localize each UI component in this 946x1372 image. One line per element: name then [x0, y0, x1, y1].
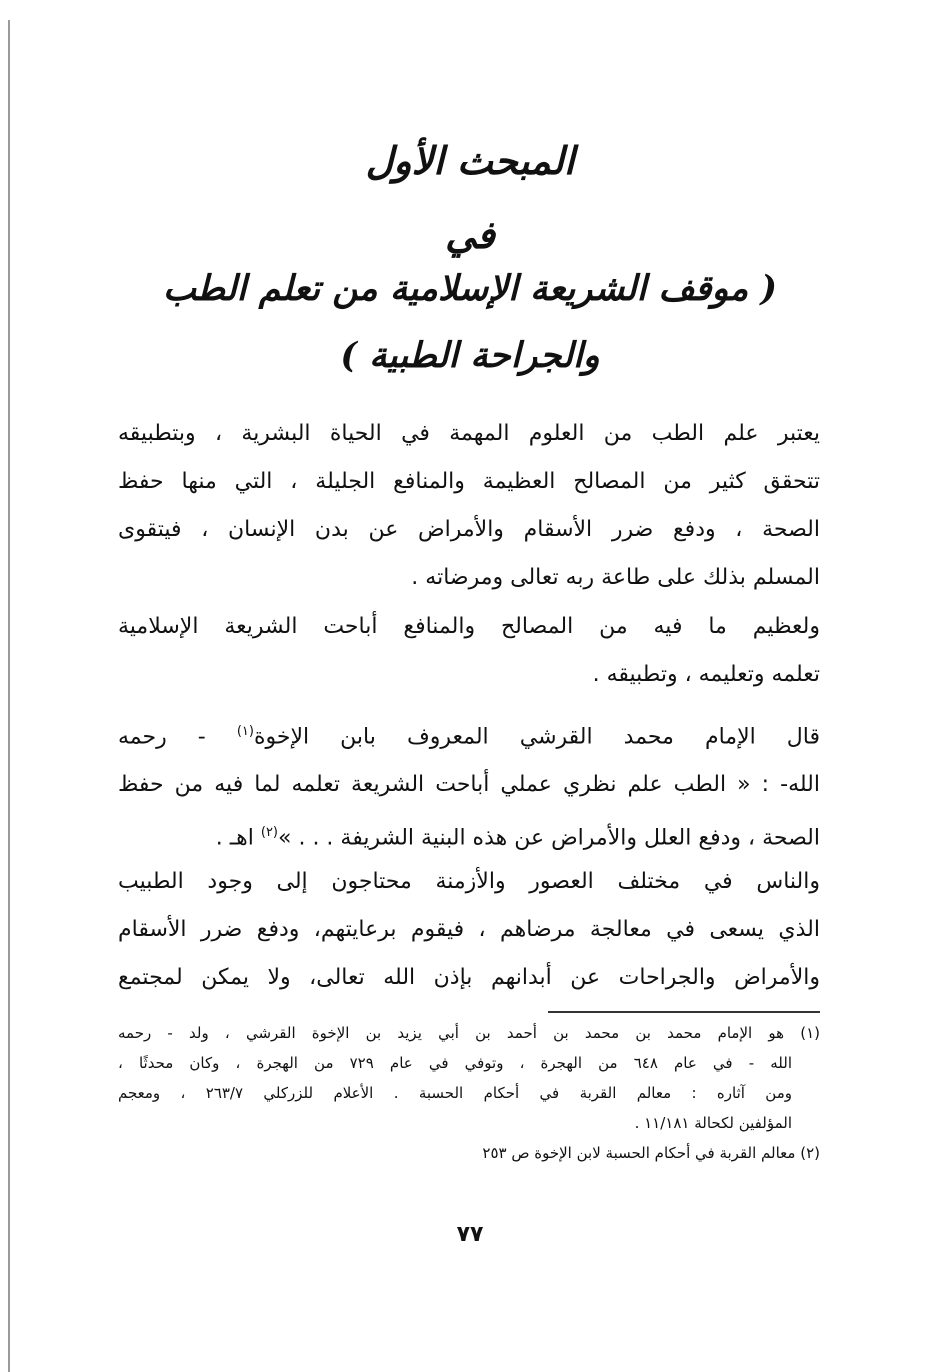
paragraph-text: اهـ . [215, 825, 254, 851]
paragraph-line: والناس في مختلف العصور والأزمنة محتاجون إلى وجود الطبيب [118, 869, 820, 894]
footnote-line: (١) هو الإمام محمد بن محمد بن أحمد بن أبي يزيد بن الإخوة القرشي ، ولد - رحمه [118, 1024, 820, 1042]
paragraph-line [118, 809, 820, 862]
scan-edge-line [8, 20, 10, 1372]
paragraph-4 [118, 858, 820, 1002]
paragraph-line: ولعظيم ما فيه من المصالح والمنافع أباحت الشريعة الإسلامية [118, 614, 820, 639]
footnotes [118, 1018, 820, 1168]
section-title-line-3: ( موقف الشريعة الإسلامية من تعلم الطب [162, 268, 778, 309]
paragraph-line: والأمراض والجراحات عن أبدانهم بإذن الله تعالى، ولا يمكن لمجتمع [118, 965, 820, 990]
paragraph-line: الذي يسعى في معالجة مرضاهم ، فيقوم برعايتهم، ودفع ضرر الأسقام [118, 917, 820, 942]
paragraph-line: الصحة ، ودفع ضرر الأسقام والأمراض عن بدن الإنسان ، فيتقوى [118, 517, 820, 542]
section-title-line-4: والجراحة الطبية ) [340, 335, 600, 376]
footnote-line: ومن آثاره : معالم القربة في أحكام الحسبة . الأعلام للزركلي ٢٦٣/٧ ، ومعجم [118, 1084, 792, 1102]
page-number: ٧٧ [456, 1222, 484, 1247]
paragraph-line: يعتبر علم الطب من العلوم المهمة في الحياة البشرية ، وبتطبيقه [118, 421, 820, 446]
section-title-line-1: المبحث الأول [365, 138, 575, 183]
paragraph-2 [118, 603, 820, 699]
paragraph-3 [118, 708, 820, 863]
paragraph-line: تعلمه وتعليمه ، وتطبيقه . [592, 662, 820, 687]
paragraph-text: قال الإمام محمد القرشي المعروف بابن الإخوة [253, 724, 820, 750]
paragraph-line: الله- : « الطب علم نظري عملي أباحت الشريعة تعلمه لما فيه من حفظ [118, 772, 820, 798]
footnote-ref-1: (١) [236, 724, 254, 739]
footnote-line: الله - في عام ٦٤٨ من الهجرة ، وتوفي في عام ٧٢٩ من الهجرة ، وكان محدثًا ، [118, 1054, 792, 1072]
footnote-separator [548, 1011, 820, 1013]
paragraph-line [118, 708, 820, 761]
paragraph-line: تتحقق كثير من المصالح العظيمة والمنافع الجليلة ، التي منها حفظ [118, 469, 820, 494]
section-title-line-2: في [445, 212, 495, 257]
paragraph-line: المسلم بذلك على طاعة ربه تعالى ومرضاته . [411, 565, 820, 590]
paragraph-text: الصحة ، ودفع العلل والأمراض عن هذه البنية الشريفة . . . » [278, 825, 820, 851]
paragraph-1 [118, 410, 820, 602]
footnote-line: (٢) معالم القربة في أحكام الحسبة لابن الإخوة ص ٢٥٣ [482, 1144, 820, 1162]
paragraph-text: - رحمه [118, 724, 206, 750]
footnote-ref-2: (٢) [260, 825, 278, 841]
footnote-line: المؤلفين لكحالة ١١/١٨١ . [634, 1114, 792, 1132]
